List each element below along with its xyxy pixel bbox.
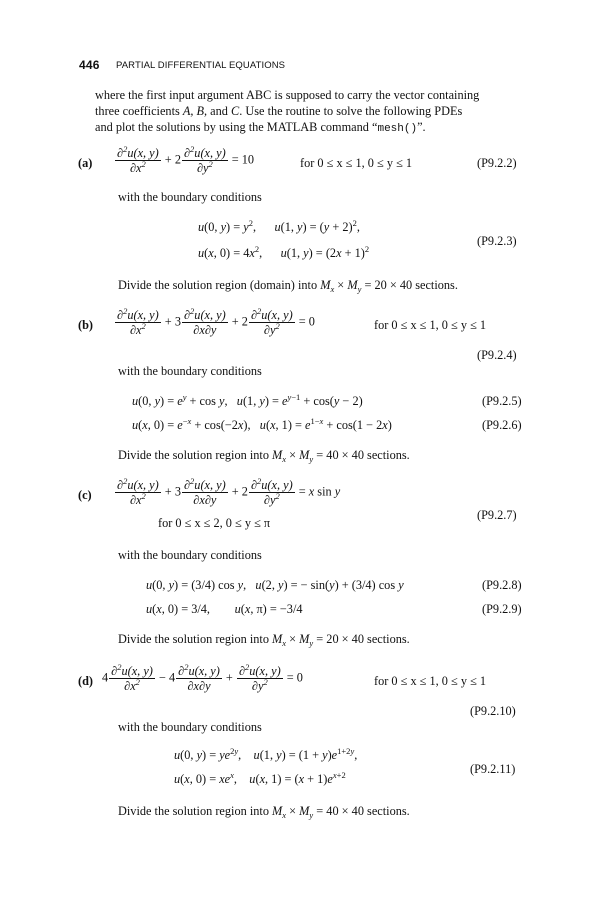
- eq-number-P9.2.6: (P9.2.6): [482, 418, 522, 432]
- pde-d: 4 $\frac{\partial^2u(x, y)}{\partial x^2}$ − 4 $\frac{\partial^2u(x, y)}{\partial x\partial y}$ + $\frac{\partial^2u(x, y)}{\partial y^2}$ = 0: [102, 662, 303, 693]
- problem-label-a: (a): [78, 156, 93, 170]
- domain-a: for 0 ≤ x ≤ 1, 0 ≤ y ≤ 1: [300, 156, 413, 170]
- eq-number-P9.2.4: (P9.2.4): [477, 348, 517, 362]
- intro-line-2: three coefficients A, B, and C. Use the routine to solve the following PDEs: [95, 104, 463, 118]
- bc-c-1: u(0, y) = (3/4) cos y, u(2, y) = − sin(y) + (3/4) cos y: [146, 578, 404, 592]
- pde-a: $\frac{\partial^2u(x, y)}{\partial x^2}$ + 2 $\frac{\partial^2u(x, y)}{\partial y^2}$ = 10: [117, 144, 255, 175]
- pde-b: $\frac{\partial^2u(x, y)}{\partial x^2}$ + 3 $\frac{\partial^2u(x, y)}{\partial x\partial y}$ + 2 $\frac{\partial^2u(x, y)}{\partial y^2}$ = 0: [117, 306, 315, 337]
- bc-d-1: u(0, $y) = ye^{2y}$, u(1, $y) = (1 + y)e^{1+2y}$,: [174, 746, 358, 762]
- eq-number-P9.2.10: (P9.2.10): [470, 704, 516, 718]
- intro-line-1: where the first input argument ABC is supposed to carry the vector containing: [95, 88, 480, 102]
- running-title: PARTIAL DIFFERENTIAL EQUATIONS: [116, 60, 286, 71]
- eq-number-P9.2.5: (P9.2.5): [482, 394, 522, 408]
- bc-a-2: u(x, $0) = 4x^2$, u(1, $y) = (2x + 1)^2$: [198, 244, 370, 260]
- domain-c: for 0 ≤ x ≤ 2, 0 ≤ y ≤ π: [158, 516, 271, 530]
- bc-b-2: u(x, $0) = e^{-x} + \cos(-2x)$, u(x, $1) = e^{1-x} + \cos(1 - 2x)$: [132, 416, 392, 432]
- divide-a: Divide the solution region (domain) into $M_x \times M_y = 20 \times 40$ sections.: [118, 278, 458, 294]
- eq-number-P9.2.8: (P9.2.8): [482, 578, 522, 592]
- eq-number-P9.2.3: (P9.2.3): [477, 234, 517, 248]
- eq-number-P9.2.2: (P9.2.2): [477, 156, 517, 170]
- problem-label-d: (d): [78, 674, 94, 688]
- eq-number-P9.2.9: (P9.2.9): [482, 602, 522, 616]
- problem-label-c: (c): [78, 488, 92, 502]
- bc-intro-b: with the boundary conditions: [118, 364, 262, 378]
- bc-c-2: u(x, 0) = 3/4, u(x, π) = −3/4: [146, 602, 303, 616]
- problem-label-b: (b): [78, 318, 94, 332]
- bc-intro-c: with the boundary conditions: [118, 548, 262, 562]
- divide-c: Divide the solution region into $M_x \times M_y = 20 \times 40$ sections.: [118, 632, 410, 648]
- bc-a-1: u(0, $y) = y^2$, u(1, $y) = (y + 2)^2$,: [198, 218, 360, 234]
- bc-intro-a: with the boundary conditions: [118, 190, 262, 204]
- pde-c: $\frac{\partial^2u(x, y)}{\partial x^2}$ + 3 $\frac{\partial^2u(x, y)}{\partial x\partial y}$ + 2 $\frac{\partial^2u(x, y)}{\partial y^2}$ = x sin y: [117, 476, 341, 507]
- bc-b-1: u(0, $y) = e^y + \cos y$, u(1, $y) = e^{y-1} + \cos(y - 2)$: [132, 392, 363, 408]
- eq-number-P9.2.11: (P9.2.11): [470, 762, 516, 776]
- page-number: 446: [79, 58, 100, 72]
- domain-b: for 0 ≤ x ≤ 1, 0 ≤ y ≤ 1: [374, 318, 487, 332]
- eq-number-P9.2.7: (P9.2.7): [477, 508, 517, 522]
- bc-intro-d: with the boundary conditions: [118, 720, 262, 734]
- divide-b: Divide the solution region into $M_x \times M_y = 40 \times 40$ sections.: [118, 448, 410, 464]
- domain-d: for 0 ≤ x ≤ 1, 0 ≤ y ≤ 1: [374, 674, 487, 688]
- intro-line-3: and plot the solutions by using the MATLAB command “mesh()”.: [95, 120, 426, 135]
- bc-d-2: u(x, $0) = xe^x$, u(x, $1) = (x + 1)e^{x+2}$: [174, 770, 346, 786]
- divide-d: Divide the solution region into $M_x \times M_y = 40 \times 40$ sections.: [118, 804, 410, 820]
